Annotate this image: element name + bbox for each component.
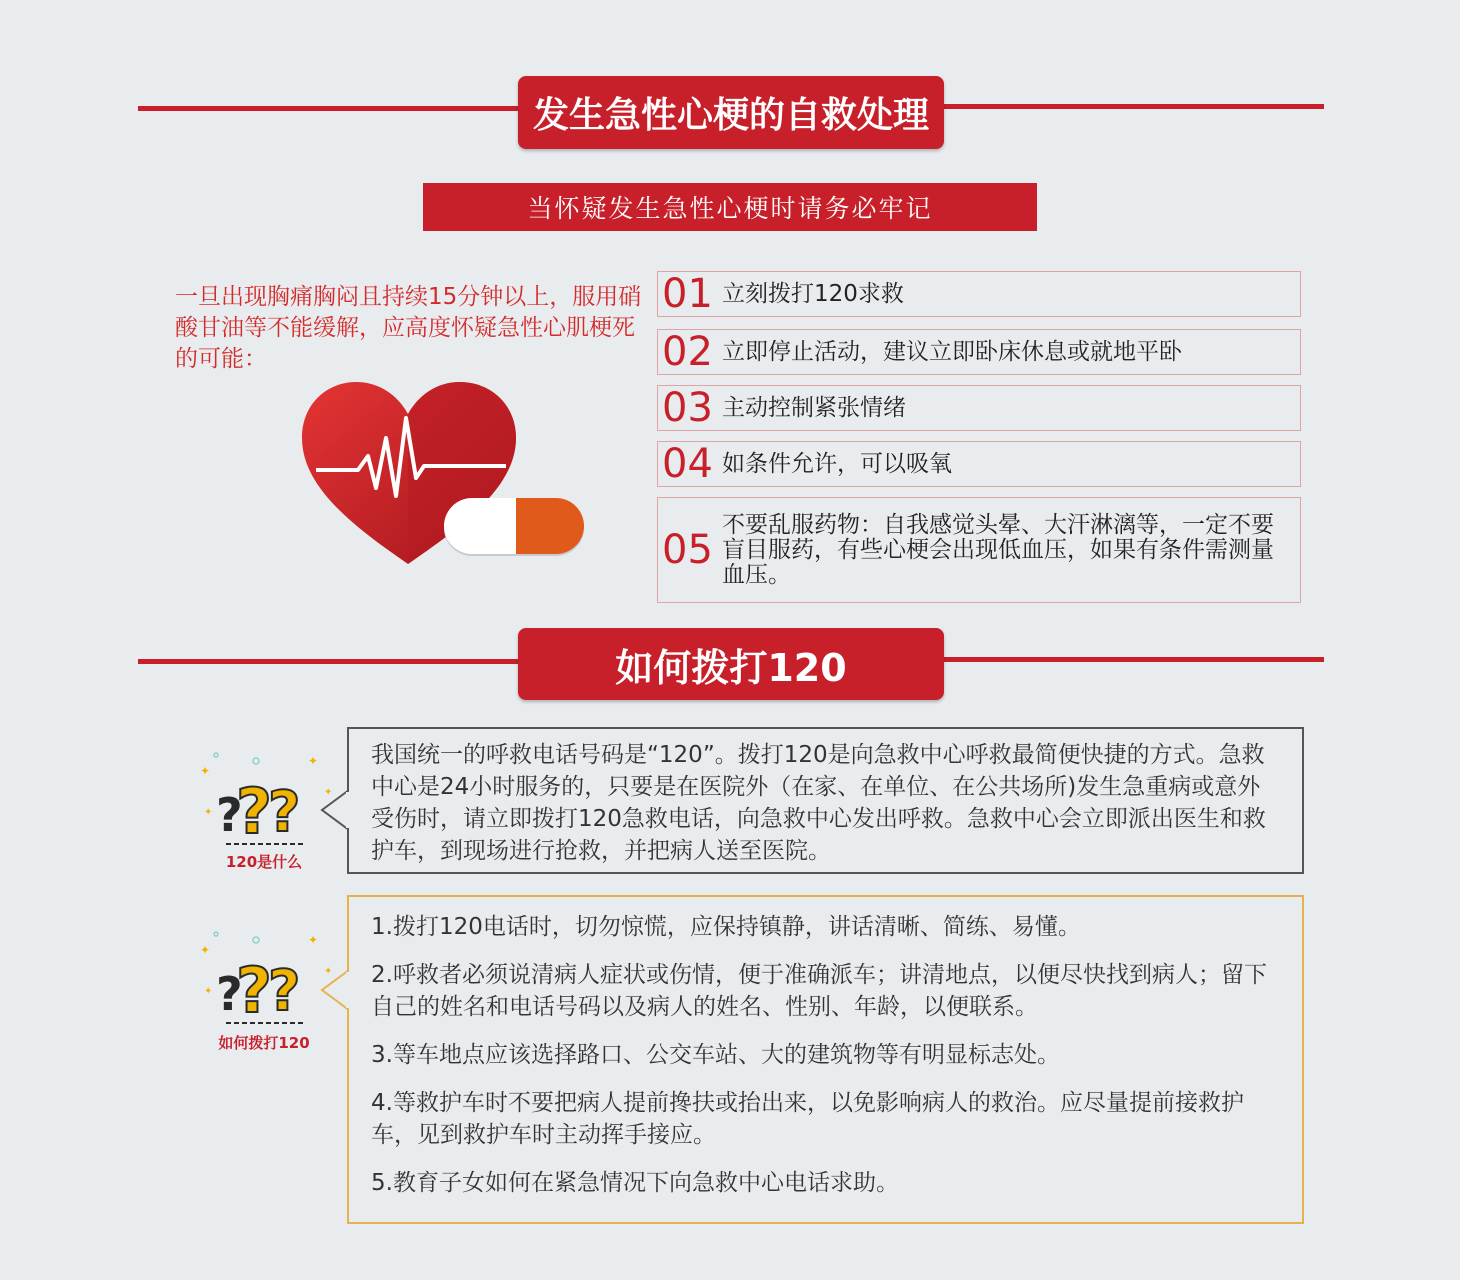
what-is-120-body: 我国统一的呼救电话号码是“120”。拨打120是向急救中心呼救最简便快捷的方式。急救中心是24小时服务的，只要是在医院外（在家、在单位、在公共场所)发生急重病或意外受伤时，请立即拨打120急救电话，向急救中心发出呼救。急救中心会立即派出医生和救护车，到现场进行抢救，并把病人送至医院。 xyxy=(371,742,1266,864)
step-text: 立刻拨打120求救 xyxy=(722,280,904,307)
step-number: 01 xyxy=(662,271,713,317)
svg-text:?: ? xyxy=(236,775,272,848)
svg-text:✦: ✦ xyxy=(200,943,211,957)
tip-item: 4.等救护车时不要把病人提前搀扶或抬出来，以免影响病人的救治。应尽量提前接救护车，见到救护车时主动挥手接应。 xyxy=(371,1090,1244,1148)
step-text: 立即停止活动，建议立即卧床休息或就地平卧 xyxy=(722,338,1182,365)
title-rule-right xyxy=(942,657,1324,662)
section2-title: 如何拨打120 xyxy=(518,628,944,700)
step-item-5 xyxy=(657,497,1301,603)
svg-text:✦: ✦ xyxy=(324,966,333,977)
step-number: 03 xyxy=(662,385,713,431)
svg-text:?: ? xyxy=(268,959,301,1024)
question-marks-icon xyxy=(196,924,336,1034)
section1-title: 发生急性心梗的自救处理 xyxy=(518,76,944,149)
how-to-call-label: 如何拨打120 xyxy=(218,1034,310,1052)
tip-item: 3.等车地点应该选择路口、公交车站、大的建筑物等有明显标志处。 xyxy=(371,1042,1060,1068)
tip-item: 5.教育子女如何在紧急情况下向急救中心电话求助。 xyxy=(371,1170,899,1196)
svg-text:✦: ✦ xyxy=(308,754,319,768)
svg-text:✦: ✦ xyxy=(200,764,211,778)
step-number: 05 xyxy=(662,527,713,573)
what-is-120-text xyxy=(347,727,1304,874)
svg-text:?: ? xyxy=(216,788,243,842)
svg-text:✦: ✦ xyxy=(204,807,213,818)
pointer-cover-2 xyxy=(346,972,350,1008)
step-item-3 xyxy=(657,385,1301,431)
what-is-120-label: 120是什么 xyxy=(225,853,303,871)
tip-item: 2.呼救者必须说清病人症状或伤情，便于准确派车；讲清地点，以便尽快找到病人；留下自己的姓名和电话号码以及病人的姓名、性别、年龄，以便联系。 xyxy=(371,962,1267,1020)
intro-text: 一旦出现胸痛胸闷且持续15分钟以上，服用硝酸甘油等不能缓解，应高度怀疑急性心肌梗死的可能： xyxy=(175,284,642,372)
title-rule-left xyxy=(138,106,520,111)
svg-text:✦: ✦ xyxy=(204,986,213,997)
title-rule-right xyxy=(942,104,1324,109)
svg-text:✦: ✦ xyxy=(308,933,319,947)
step-text: 不要乱服药物：自我感觉头晕、大汗淋漓等，一定不要盲目服药，有些心梗会出现低血压，如果有条件需测量血压。 xyxy=(722,511,1274,588)
section1-subtitle: 当怀疑发生急性心梗时请务必牢记 xyxy=(423,183,1037,231)
pointer-cover-1 xyxy=(346,792,350,828)
svg-text:?: ? xyxy=(236,954,272,1027)
title-rule-left xyxy=(138,659,520,664)
how-to-call-tips xyxy=(347,895,1304,1224)
step-number: 02 xyxy=(662,329,713,375)
step-text: 如条件允许，可以吸氧 xyxy=(722,450,952,477)
step-item-4 xyxy=(657,441,1301,487)
step-item-2 xyxy=(657,329,1301,375)
pill-icon xyxy=(440,494,590,564)
svg-text:?: ? xyxy=(216,967,243,1021)
step-text: 主动控制紧张情绪 xyxy=(722,394,906,421)
step-item-1 xyxy=(657,271,1301,317)
question-marks-icon xyxy=(196,745,336,855)
step-number: 04 xyxy=(662,441,713,487)
tip-item: 1.拨打120电话时，切勿惊慌，应保持镇静，讲话清晰、简练、易懂。 xyxy=(371,914,1081,940)
svg-text:?: ? xyxy=(268,780,301,845)
svg-text:✦: ✦ xyxy=(324,787,333,798)
